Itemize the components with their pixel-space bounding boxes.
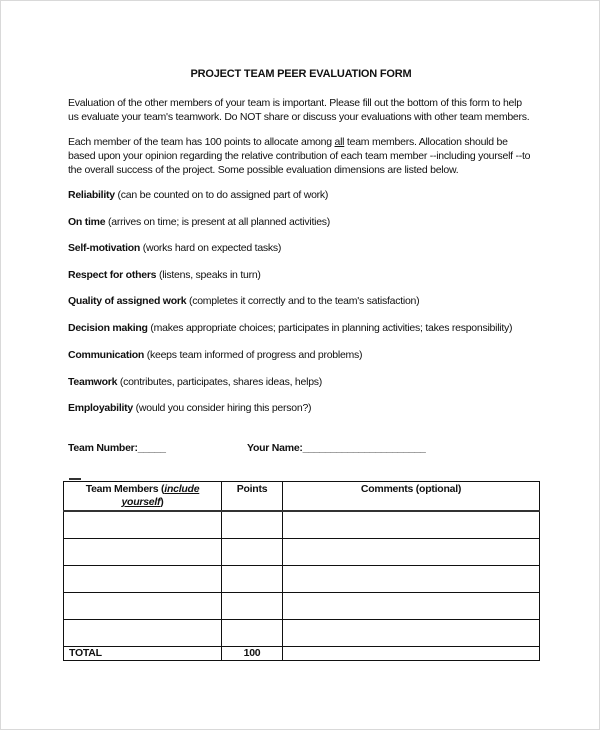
comments-cell[interactable] (283, 511, 540, 539)
allocation-emphasis: all (334, 136, 345, 148)
dimension-name: Reliability (68, 189, 115, 201)
table-row (64, 620, 540, 647)
dimension-on-time (68, 216, 330, 228)
dimension-respect (68, 269, 261, 281)
total-label: TOTAL (64, 647, 222, 661)
evaluation-table (63, 481, 540, 661)
allocation-paragraph (68, 135, 548, 177)
dimension-self-motivation (68, 242, 281, 254)
form-title: PROJECT TEAM PEER EVALUATION FORM (190, 68, 412, 80)
dimension-name: Respect for others (68, 269, 157, 281)
comments-cell[interactable] (283, 539, 540, 566)
dimension-desc: (arrives on time; is present at all planned activities) (105, 216, 331, 228)
member-cell[interactable] (64, 511, 222, 539)
dimension-name: On time (68, 216, 106, 228)
dimension-desc: (contributes, participates, shares ideas, helps) (117, 376, 323, 388)
dimension-teamwork (68, 376, 322, 388)
points-cell[interactable] (222, 539, 283, 566)
intro-line-2: us evaluate your team's teamwork. Do NOT share or discuss your evaluations with other team members. (68, 111, 530, 123)
table-header-row (64, 482, 540, 512)
points-cell[interactable] (222, 511, 283, 539)
points-cell[interactable] (222, 620, 283, 647)
total-comments-cell (283, 647, 540, 661)
dimension-quality (68, 295, 419, 307)
team-number-field[interactable]: Team Number:_____ (68, 442, 166, 454)
total-row (64, 647, 540, 661)
dimension-name: Decision making (68, 322, 148, 334)
points-cell[interactable] (222, 593, 283, 620)
header-text: ) (160, 496, 164, 508)
dimension-desc: (works hard on expected tasks) (140, 242, 282, 254)
dimension-employability (68, 402, 311, 414)
allocation-line-3: the overall success of the project. Some possible evaluation dimensions are listed below. (68, 164, 459, 176)
dimension-desc: (would you consider hiring this person?) (133, 402, 312, 414)
member-cell[interactable] (64, 593, 222, 620)
allocation-text-b: team members. Allocation should be (344, 136, 508, 148)
comments-cell[interactable] (283, 566, 540, 593)
header-emphasis: yourself (121, 496, 161, 508)
comments-cell[interactable] (283, 620, 540, 647)
comments-cell[interactable] (283, 593, 540, 620)
dimension-name: Teamwork (68, 376, 118, 388)
dimension-desc: (makes appropriate choices; participates in planning activities; takes responsibility) (147, 322, 513, 334)
table-row (64, 539, 540, 566)
allocation-text-a: Each member of the team has 100 points to allocate among (68, 136, 335, 148)
dimension-name: Self-motivation (68, 242, 141, 254)
points-cell[interactable] (222, 566, 283, 593)
allocation-line-2: based upon your opinion regarding the relative contribution of each team member --including yourself --to (68, 150, 531, 162)
dimension-decision-making (68, 322, 512, 334)
allocation-line-1 (68, 135, 548, 149)
member-cell[interactable] (64, 620, 222, 647)
dimension-communication (68, 349, 362, 361)
member-cell[interactable] (64, 539, 222, 566)
header-comments: Comments (optional) (283, 482, 540, 512)
dimension-desc: (listens, speaks in turn) (156, 269, 261, 281)
dimension-desc: (can be counted on to do assigned part of work) (114, 189, 329, 201)
dimension-name: Communication (68, 349, 145, 361)
table-row (64, 593, 540, 620)
table-row (64, 511, 540, 539)
member-cell[interactable] (64, 566, 222, 593)
stray-mark (69, 478, 81, 480)
header-emphasis: include (164, 483, 200, 495)
intro-paragraph (68, 96, 548, 124)
dimension-desc: (completes it correctly and to the team's satisfaction) (186, 295, 420, 307)
dimension-name: Employability (68, 402, 134, 414)
table-row (64, 566, 540, 593)
header-text: Team Members ( (85, 483, 165, 495)
dimension-reliability (68, 189, 328, 201)
your-name-field[interactable]: Your Name:______________________ (247, 442, 426, 454)
total-points: 100 (222, 647, 283, 661)
dimension-name: Quality of assigned work (68, 295, 187, 307)
header-team-members (64, 482, 222, 512)
intro-line-1: Evaluation of the other members of your team is important. Please fill out the bottom of this form to help (68, 97, 522, 109)
header-points: Points (222, 482, 283, 512)
dimension-desc: (keeps team informed of progress and problems) (144, 349, 363, 361)
